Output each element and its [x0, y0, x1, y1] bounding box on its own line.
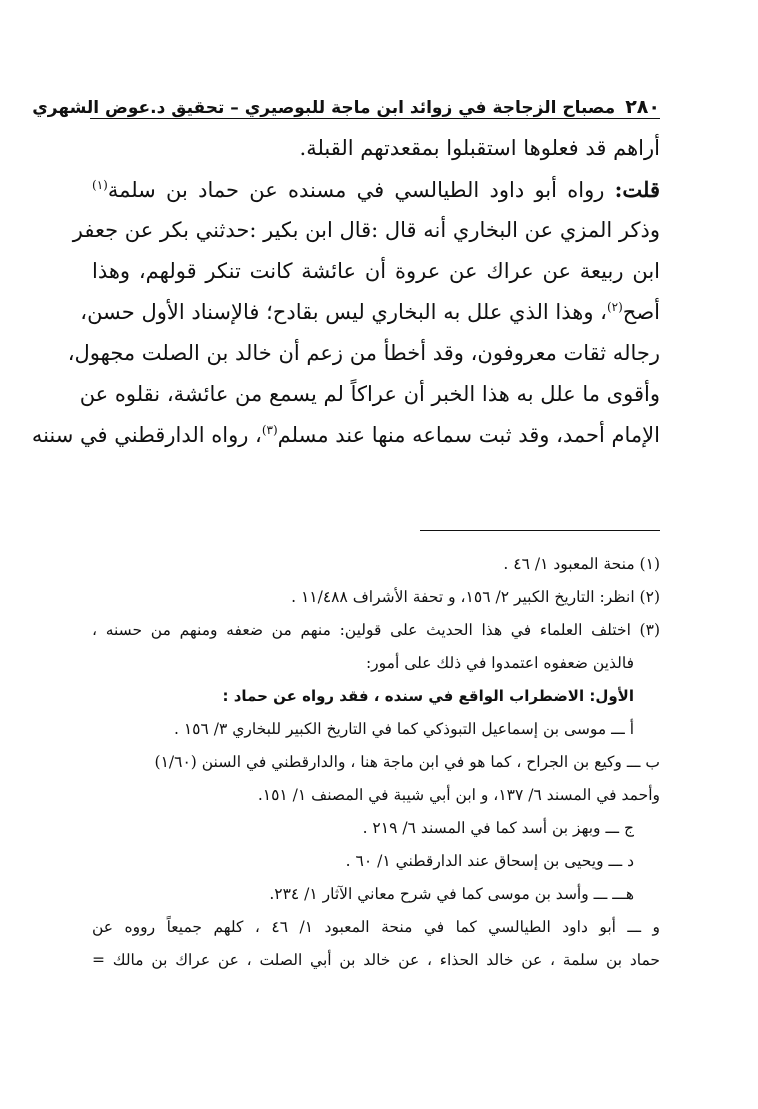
text-line: الإمام أحمد، وقد ثبت سماعه منها عند مسلم$^{(٣)}$، رواه الدارقطني في سننه	[31, 423, 660, 447]
footnote-line: هـــ ـــ وأسد بن موسى كما في شرح معاني الآثار ١/ ٢٣٤.	[269, 885, 634, 903]
footnote-ref[interactable]: (٢)	[606, 300, 623, 314]
footnotes	[92, 548, 660, 977]
footnote-line: و ـــ أبو داود الطيالسي كما في منحة المعبود ١/ ٤٦ ، كلهم جميعاً رووه عن	[92, 918, 661, 936]
text-line: قلت: رواه أبو داود الطيالسي في مسنده عن حماد بن سلمة$^{(١)}$	[92, 177, 660, 202]
text-line: رجاله ثقات معروفون، وقد أخطأ من زعم أن خالد بن الصلت مجهول،	[67, 341, 660, 365]
footnote-ref[interactable]: (٣)	[261, 423, 278, 437]
footnote-ref[interactable]: (١)	[92, 178, 108, 192]
footnote: (٣) اختلف العلماء في هذا الحديث على قولين: منهم من ضعفه ومنهم من حسنه ،	[92, 621, 660, 639]
text-line: أراهم قد فعلوها استقبلوا بمقعدتهم القبلة.	[299, 136, 660, 160]
book-title: مصباح الزجاجة في زوائد ابن ماجة للبوصيري – تحقيق د.عوض الشهري	[32, 98, 616, 118]
footnote: (٢) انظر: التاريخ الكبير ٢/ ١٥٦، و تحفة الأشراف ١١/٤٨٨ .	[291, 588, 660, 606]
footnote-line: أ ـــ موسى بن إسماعيل التبوذكي كما في التاريخ الكبير للبخاري ٣/ ١٥٦ .	[173, 720, 634, 738]
text-line: وأقوى ما علل به هذا الخبر أن عراكاً لم يسمع من عائشة، نقلوه عن	[79, 382, 660, 406]
running-header	[32, 88, 660, 119]
footnote-line: د ـــ ويحيى بن إسحاق عند الدارقطني ١/ ٦٠ .	[345, 852, 634, 870]
footnote-subheading: الأول: الاضطراب الواقع في سنده ، فقد رواه عن حماد :	[222, 687, 634, 705]
lead-word: قلت:	[614, 177, 660, 202]
text-line: أصح$^{(٢)}$، وهذا الذي علل به البخاري ليس بقادح؛ فالإسناد الأول حسن،	[80, 300, 660, 324]
footnote-line: فالذين ضعفوه اعتمدوا في ذلك على أمور:	[365, 654, 634, 672]
text-line: وذكر المزي عن البخاري أنه قال :قال ابن بكير :حدثني بكر عن جعفر	[72, 218, 660, 242]
footnote-line: وأحمد في المسند ٦/ ١٣٧، و ابن أبي شيبة في المصنف ١/ ١٥١.	[257, 786, 660, 804]
footnote-separator	[420, 530, 660, 531]
footnote-line: حماد بن سلمة ، عن خالد الحذاء ، عن خالد بن أبي الصلت ، عن عراك بن مالك =	[92, 951, 660, 969]
footnote-line: ب ـــ وكيع بن الجراح ، كما هو في ابن ماجة هنا ، والدارقطني في السنن (١/٦٠)	[154, 753, 660, 771]
footnote: (١) منحة المعبود ١/ ٤٦ .	[503, 555, 660, 573]
main-text	[31, 128, 660, 456]
footnote-line: ج ـــ وبهز بن أسد كما في المسند ٦/ ٢١٩ .	[362, 819, 634, 837]
page-number: ٢٨٠	[625, 96, 660, 118]
text-line: ابن ربيعة عن عراك عن عروة أن عائشة كانت تنكر قولهم، وهذا	[92, 259, 660, 283]
